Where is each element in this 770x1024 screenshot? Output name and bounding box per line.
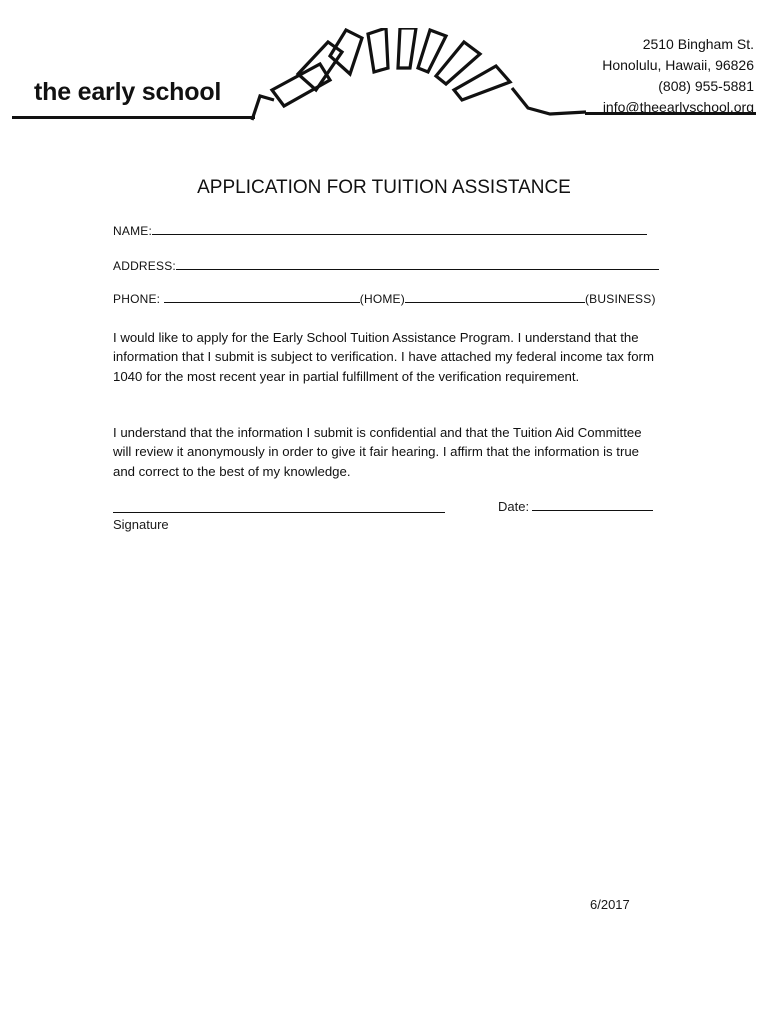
confidentiality-paragraph: I understand that the information I submit is confidential and that the Tuition Aid Committee will review it anonymously in order to give it fair hearing. I affirm that the information is true and correct to the best of my knowledge. [113, 425, 642, 479]
address-label: ADDRESS: [113, 259, 176, 273]
name-field[interactable] [113, 223, 647, 238]
name-label: NAME: [113, 224, 153, 238]
school-phone: (808) 955-5881 [658, 78, 754, 94]
address-city: Honolulu, Hawaii, 96826 [602, 57, 754, 73]
verification-paragraph: I would like to apply for the Early School Tuition Assistance Program. I understand that the information that I submit is subject to verification. I have attached my federal income tax form 1040 for the most recent year in partial fulfillment of the verification requirement. [113, 330, 654, 384]
phone-label: PHONE: [113, 292, 161, 306]
business-phone-blank[interactable] [405, 291, 585, 303]
phone-field[interactable] [113, 291, 656, 306]
name-blank[interactable] [152, 223, 647, 235]
signature-line[interactable] [113, 512, 445, 513]
signature-label: Signature [113, 517, 169, 532]
home-label: (HOME) [359, 292, 405, 306]
date-blank[interactable] [532, 498, 653, 511]
home-phone-blank[interactable] [164, 291, 360, 303]
address-blank[interactable] [176, 258, 659, 270]
school-name: the early school [34, 78, 222, 106]
school-contact-block [602, 34, 754, 118]
address-field[interactable] [113, 258, 659, 273]
form-title [0, 177, 770, 199]
school-email: info@theearlyschool.org [602, 99, 754, 115]
header-rule-left [12, 116, 255, 119]
business-label: (BUSINESS) [584, 292, 656, 306]
revision-date: 6/2017 [590, 897, 630, 912]
date-label: Date: [498, 499, 530, 514]
address-street: 2510 Bingham St. [642, 36, 754, 52]
form-title-text: APPLICATION FOR TUITION ASSISTANCE [197, 177, 571, 198]
sunburst-logo-icon [250, 28, 590, 123]
date-field[interactable] [498, 498, 653, 514]
